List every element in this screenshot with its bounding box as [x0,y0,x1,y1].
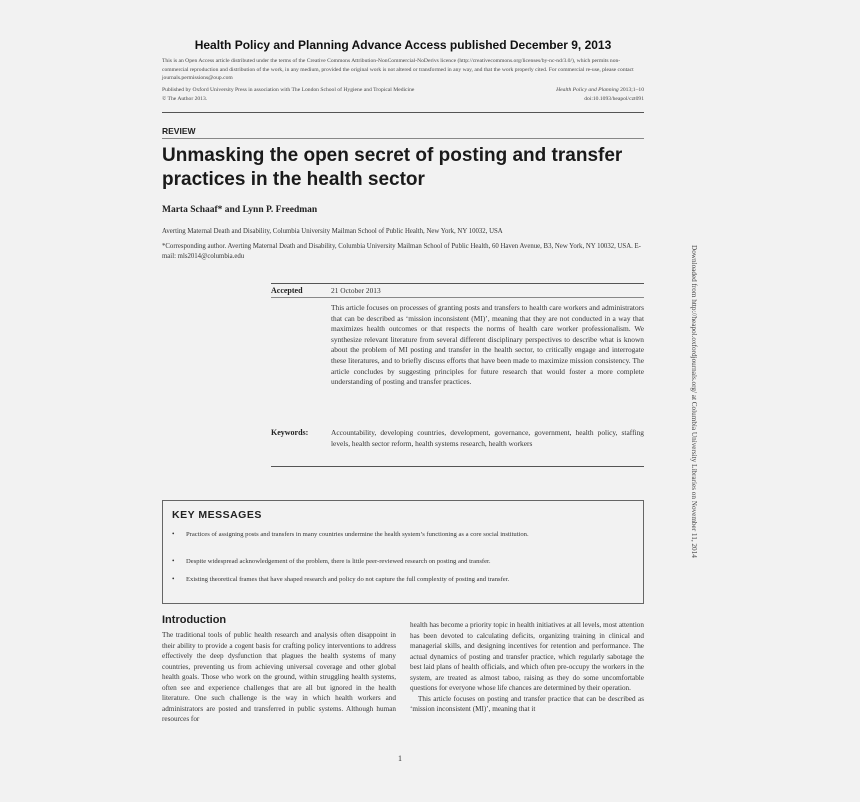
body-paragraph: This article focuses on posting and transfer practice that can be described as ‘mission inconsistent (MI)’, meaning that it [410,694,644,713]
key-messages-title: KEY MESSAGES [172,509,262,521]
body-paragraph: The traditional tools of public health research and analysis often disappoint in their ability to provide a cogent basis for crafting policy interventions to address effectively the deep dysfunction that plagues the health systems of many countries, preventing us from achieving universal coverage and other global health goals. Those who work on the ground, within struggling health systems, often see and experience challenges that are all but ignored in the health literature. One such challenge is the way in which health workers and administrators are posted and transferred in public systems. Although human resources for [162,631,396,723]
keywords-label: Keywords: [271,428,309,437]
page-number: 1 [398,754,402,763]
publisher-line: Published by Oxford University Press in association with The London School of Hygiene and Tropical Medicine [162,87,415,93]
doi-line: doi:10.1093/heapol/czt091 [584,95,644,102]
journal-pages: 2013;1–10 [618,87,644,93]
abstract-text: This article focuses on processes of granting posts and transfers to health care workers and administrators that can be described as ‘mission inconsistent (MI)’, meaning that they are not conducted in a way that maximizes health outcomes or that respects the norms of health care worker professionalism. We synthesize relevant literature from several different disciplinary perspectives to describe what is known about the problem of MI posting and transfer in the health sector, to critically engage and interrogate these literatures, and to briefly discuss efforts that have been made to maximize mission consistency. The article concludes by suggesting principles for future research that would foster a more complete understanding of posting and transfer practices. [331,303,644,387]
key-message-item: Despite widespread acknowledgement of the problem, there is little peer-reviewed research on posting and transfer. [186,558,491,565]
bullet-icon: • [172,557,175,565]
journal-line [480,86,644,95]
affiliation: Averting Maternal Death and Disability, Columbia University Mailman School of Public Health, New York, NY 10032, USA [162,228,503,235]
license-text: This is an Open Access article distributed under the terms of the Creative Commons Attribution-NonCommercial-NoDerivs licence (http://creativecommons.org/licenses/by-nc-nd/3.0/), which permits non-commercial reproduction and distribution of the work, in any medium, provided the original work is not altered or transformed in any way, and that the work properly cited. For commercial re-use, please contact journals.permissions@oup.com [162,58,634,82]
left-column [162,630,396,725]
section-label: REVIEW [162,126,196,136]
journal-name: Health Policy and Planning [556,87,619,93]
publisher-info [162,86,502,103]
copyright-line: © The Author 2013. [162,95,208,102]
author-list: Marta Schaaf* and Lynn P. Freedman [162,205,318,215]
section-heading: Introduction [162,614,227,626]
download-side-note: Downloaded from http://heapol.oxfordjournals.org/ at Columbia University Libraries on November 11, 2014 [690,245,698,558]
accepted-date: 21 October 2013 [331,286,381,295]
section-rule [162,138,644,139]
body-paragraph: health has become a priority topic in health initiatives at all levels, most attention has been devoted to calculating deficits, organizing training in clinical and managerial skills, and designing incentives for retention and performance. The actual dynamics of posting and transfer practice, which regularly sabotage the best laid plans of health officials, and which often pre-occupy the workers in the system, are treated as almost taboo, raising as they do some uncomfortable questions for everyone whose life chances are determined by their operation. [410,621,644,692]
bullet-icon: • [172,575,175,583]
header-rule [162,112,644,113]
right-column [410,620,644,715]
key-message-item: Practices of assigning posts and transfers in many countries undermine the health system’s functioning as a core social institution. [186,531,529,538]
key-message-item: Existing theoretical frames that have shaped research and policy do not capture the full complexity of posting and transfer. [186,576,510,583]
corresponding-author: *Corresponding author. Averting Maternal Death and Disability, Columbia University Mailman School of Public Health, 60 Haven Avenue, B3, New York, NY 10032, USA. E-mail: mls2014@columbia.edu [162,243,641,260]
abstract-separator [271,297,644,298]
journal-citation [480,86,644,103]
keywords-list: Accountability, developing countries, development, governance, government, health policy, staffing levels, health sector reform, health systems research, health workers [331,428,644,448]
bullet-icon: • [172,530,175,538]
accepted-label: Accepted [271,286,303,295]
article-title: Unmasking the open secret of posting and transfer practices in the health sector [162,145,623,190]
advance-access-banner: Health Policy and Planning Advance Access published December 9, 2013 [194,38,612,52]
